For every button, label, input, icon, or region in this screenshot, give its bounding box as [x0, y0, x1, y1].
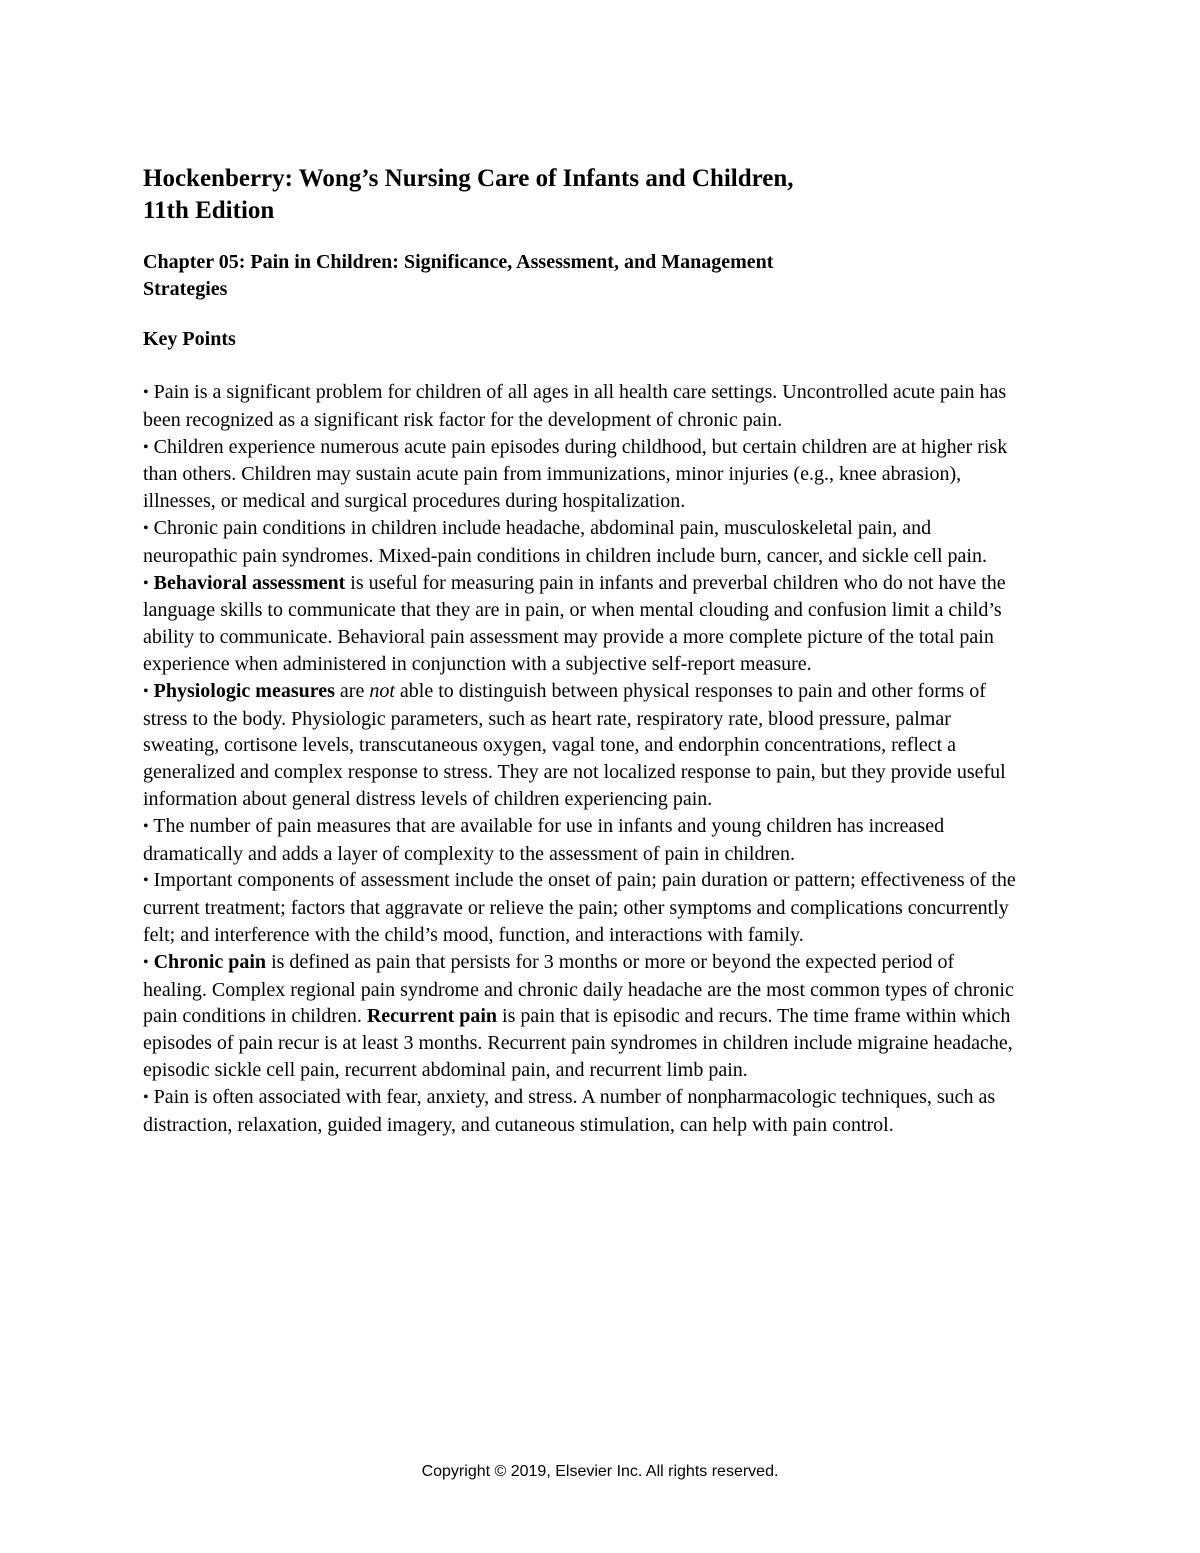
key-point-6	[143, 813, 1023, 868]
bullet-icon: •	[143, 574, 149, 592]
key-point-8	[143, 949, 1023, 1084]
bullet-icon: •	[143, 519, 149, 537]
chapter-title-line1: Chapter 05: Pain in Children: Significance, Assessment, and Management	[143, 251, 774, 273]
key-point-text: able to distinguish between physical responses to pain and other forms of stress to the body. Physiologic parameters, such as heart rate, respiratory rate, blood pressure, palmar sweating, cortisone levels, transcutaneous oxygen, vagal tone, and endorphin concentrations, reflect a generalized and complex response to stress. They are not localized response to pain, but they provide useful information about general distress levels of children experiencing pain.	[143, 679, 1006, 810]
bullet-icon: •	[143, 817, 149, 835]
document-title-line2: 11th Edition	[143, 197, 275, 224]
key-point-text: Children experience numerous acute pain episodes during childhood, but certain children are at higher risk than others. Children may sustain acute pain from immunizations, minor injuries (e.g., knee abrasion), illnesses, or medical and surgical procedures during hospitalization.	[143, 435, 1008, 513]
key-point-connector: are	[334, 679, 370, 702]
bullet-icon: •	[143, 1088, 149, 1106]
chapter-title	[143, 249, 1043, 303]
key-point-text: is useful for measuring pain in infants and preverbal children who do not have the language skills to communicate that they are in pain, or when mental clouding and confusion limit a child’s ability to communicate. Behavioral pain assessment may provide a more complete picture of the total pain experience when administered in conjunction with a subjective self-report measure.	[143, 571, 1006, 675]
key-point-emphasis: not	[369, 679, 395, 702]
key-points-heading: Key Points	[143, 328, 236, 350]
key-point-term: Physiologic measures	[153, 679, 335, 702]
key-point-text: Chronic pain conditions in children include headache, abdominal pain, musculoskeletal pain, and neuropathic pain syndromes. Mixed-pain conditions in children include burn, cancer, and sickle cell pain.	[143, 516, 987, 567]
key-point-text: Pain is often associated with fear, anxiety, and stress. A number of nonpharmacologic techniques, such as distraction, relaxation, guided imagery, and cutaneous stimulation, can help with pain control.	[143, 1085, 996, 1136]
key-points-list	[143, 379, 1023, 1138]
key-point-text: Pain is a significant problem for children of all ages in all health care settings. Uncontrolled acute pain has been recognized as a significant risk factor for the development of chronic pain.	[143, 381, 1007, 431]
document-title-line1: Hockenberry: Wong’s Nursing Care of Infants and Children,	[143, 165, 794, 192]
document-title	[143, 163, 1043, 227]
key-point-term: Chronic pain	[153, 950, 267, 973]
key-point-2	[143, 434, 1023, 515]
key-point-7	[143, 867, 1023, 948]
key-point-5	[143, 678, 1023, 813]
key-point-3	[143, 515, 1023, 570]
key-point-text: is defined as pain that persists for 3 months or more or beyond the expected period of healing. Complex regional pain syndrome and chronic daily headache are the most common types of chronic pain conditions in children.	[143, 950, 1014, 1028]
copyright-footer: Copyright © 2019, Elsevier Inc. All rights reserved.	[421, 1463, 779, 1480]
key-point-9	[143, 1084, 1023, 1139]
chapter-title-line2: Strategies	[143, 278, 228, 300]
bullet-icon: •	[143, 682, 149, 700]
key-point-term: Behavioral assessment	[153, 571, 346, 594]
key-point-4	[143, 570, 1023, 678]
bullet-icon: •	[143, 384, 149, 401]
key-point-term-secondary: Recurrent pain	[366, 1005, 498, 1028]
bullet-icon: •	[143, 438, 149, 456]
key-point-text: Important components of assessment include the onset of pain; pain duration or pattern; effectiveness of the current treatment; factors that aggravate or relieve the pain; other symptoms and complications concurrently felt; and interference with the child’s mood, function, and interactions with family.	[143, 869, 1016, 946]
bullet-icon: •	[143, 953, 149, 971]
key-point-text-secondary: is pain that is episodic and recurs. The time frame within which episodes of pain recur is at least 3 months. Recurrent pain syndromes in children include migraine headache, episodic sickle cell pain, recurrent abdominal pain, and recurrent limb pain.	[143, 1005, 1013, 1081]
key-point-text: The number of pain measures that are available for use in infants and young children has increased dramatically and adds a layer of complexity to the assessment of pain in children.	[143, 814, 945, 865]
bullet-icon: •	[143, 872, 149, 890]
key-point-1	[143, 379, 1023, 434]
